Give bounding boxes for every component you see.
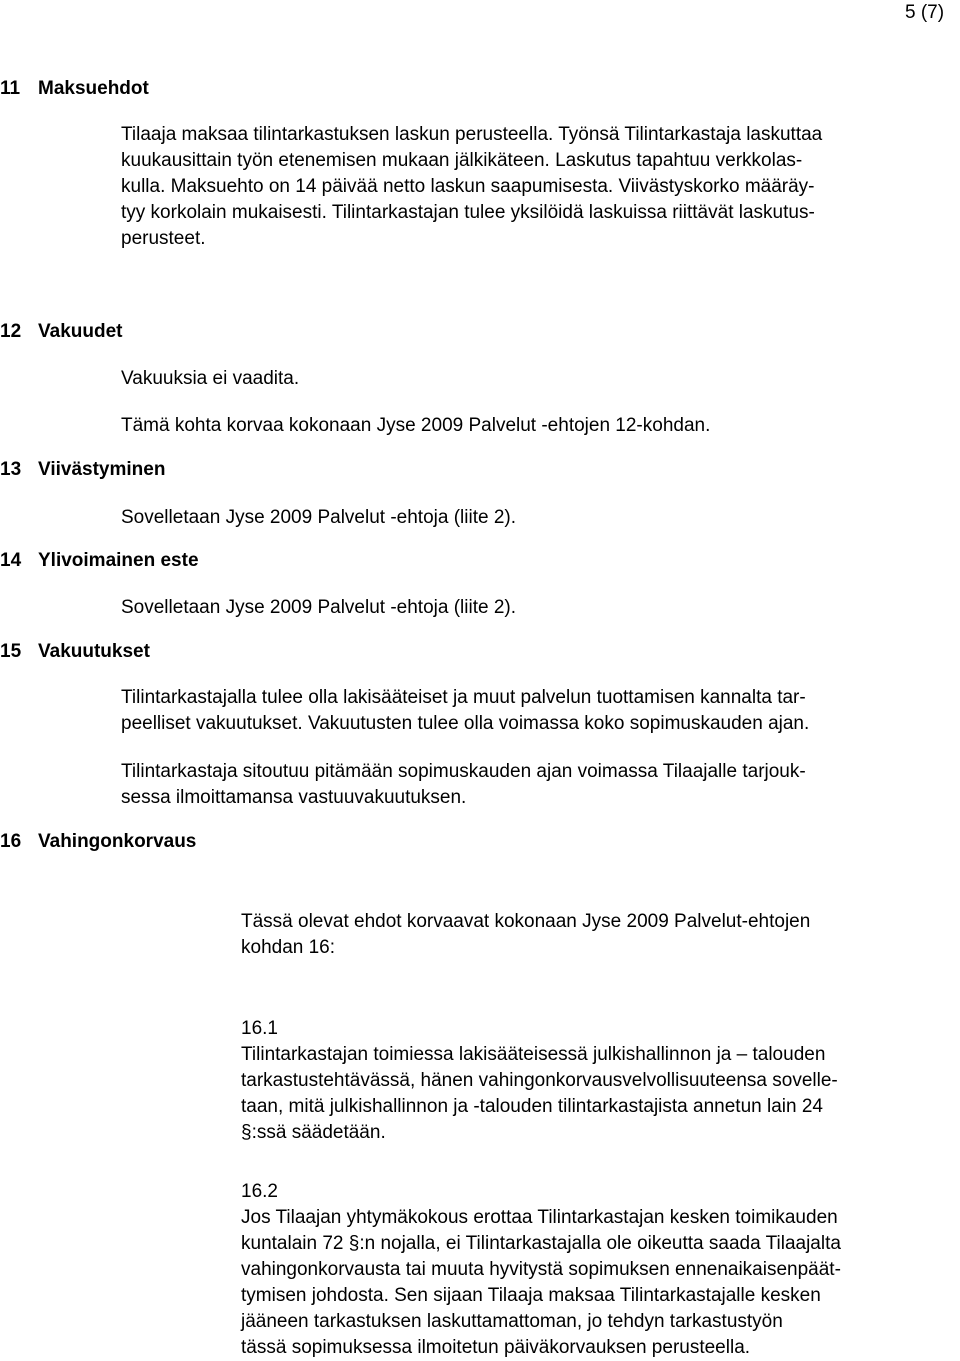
section-number: 12 bbox=[0, 321, 22, 342]
subsection-16-1 bbox=[241, 1016, 838, 1146]
text-line: §:ssä säädetään. bbox=[241, 1122, 386, 1143]
section-12-text: Vakuuksia ei vaadita. bbox=[121, 368, 300, 389]
section-title: Viivästyminen bbox=[38, 459, 166, 480]
subsection-16-2 bbox=[241, 1179, 841, 1361]
section-heading-11 bbox=[0, 78, 149, 100]
text-line: taan, mitä julkishallinnon ja -talouden tilintarkastajista annetun lain 24 bbox=[241, 1096, 823, 1117]
text-line: tarkastustehtävässä, hänen vahingonkorvausvelvollisuuteensa sovelle- bbox=[241, 1070, 838, 1091]
section-number: 15 bbox=[0, 641, 22, 662]
text-line: kuntalain 72 §:n nojalla, ei Tilintarkastajalla ole oikeutta saada Tilaajalta bbox=[241, 1233, 841, 1254]
section-title: Ylivoimainen este bbox=[38, 550, 199, 571]
section-16-intro bbox=[241, 909, 810, 961]
section-heading-16 bbox=[0, 831, 196, 853]
text-line: Tilintarkastajalla tulee olla lakisääteiset ja muut palvelun tuottamisen kannalta tar- bbox=[121, 687, 806, 708]
section-title: Vakuutukset bbox=[38, 641, 150, 662]
subsection-number: 16.2 bbox=[241, 1181, 278, 1202]
section-title: Maksuehdot bbox=[38, 78, 149, 99]
text-line: Tilaaja maksaa tilintarkastuksen laskun perusteella. Työnsä Tilintarkastaja laskuttaa bbox=[121, 124, 823, 145]
section-heading-13 bbox=[0, 459, 165, 481]
text-line: Tilintarkastaja sitoutuu pitämään sopimuskauden ajan voimassa Tilaajalle tarjouk- bbox=[121, 761, 806, 782]
text-line: sessa ilmoittamansa vastuuvakuutuksen. bbox=[121, 787, 467, 808]
text-line: perusteet. bbox=[121, 228, 206, 249]
text-line: kulla. Maksuehto on 14 päivää netto laskun saapumisesta. Viivästyskorko määräy- bbox=[121, 176, 815, 197]
section-number: 14 bbox=[0, 550, 22, 571]
section-number: 11 bbox=[0, 78, 21, 99]
section-number: 13 bbox=[0, 459, 22, 480]
text-line: Tilintarkastajan toimiessa lakisääteisessä julkishallinnon ja – talouden bbox=[241, 1044, 826, 1065]
text-line: peelliset vakuutukset. Vakuutusten tulee olla voimassa koko sopimuskauden ajan. bbox=[121, 713, 810, 734]
text-line: kohdan 16: bbox=[241, 937, 336, 958]
section-heading-15 bbox=[0, 641, 150, 663]
text-line: tyy korkolain mukaisesti. Tilintarkastajan tulee yksilöidä laskuissa riittävät laskutus- bbox=[121, 202, 815, 223]
section-12-note: Tämä kohta korvaa kokonaan Jyse 2009 Palvelut -ehtojen 12-kohdan. bbox=[121, 415, 711, 436]
text-line: tymisen johdosta. Sen sijaan Tilaaja maksaa Tilintarkastajalle kesken bbox=[241, 1285, 821, 1306]
section-11-body bbox=[121, 122, 822, 252]
text-line: Jos Tilaajan yhtymäkokous erottaa Tilintarkastajan kesken toimikauden bbox=[241, 1207, 838, 1228]
section-14-text: Sovelletaan Jyse 2009 Palvelut -ehtoja (liite 2). bbox=[121, 597, 517, 618]
section-15-paragraph-2 bbox=[121, 759, 806, 811]
section-15-paragraph-1 bbox=[121, 685, 809, 737]
text-line: Tässä olevat ehdot korvaavat kokonaan Jyse 2009 Palvelut-ehtojen bbox=[241, 911, 811, 932]
section-heading-12 bbox=[0, 321, 122, 343]
text-line: jääneen tarkastuksen laskuttamattoman, jo tehdyn tarkastustyön bbox=[241, 1311, 783, 1332]
text-line: tässä sopimuksessa ilmoitetun päiväkorvauksen perusteella. bbox=[241, 1337, 751, 1358]
subsection-number: 16.1 bbox=[241, 1018, 278, 1039]
section-title: Vahingonkorvaus bbox=[38, 831, 197, 852]
section-number: 16 bbox=[0, 831, 22, 852]
page-number: 5 (7) bbox=[905, 2, 945, 23]
section-heading-14 bbox=[0, 550, 199, 572]
section-13-text: Sovelletaan Jyse 2009 Palvelut -ehtoja (liite 2). bbox=[121, 507, 517, 528]
text-line: kuukausittain työn etenemisen mukaan jälkikäteen. Laskutus tapahtuu verkkolas- bbox=[121, 150, 803, 171]
text-line: vahingonkorvausta tai muuta hyvitystä sopimuksen ennenaikaisenpäät- bbox=[241, 1259, 841, 1280]
section-title: Vakuudet bbox=[38, 321, 123, 342]
